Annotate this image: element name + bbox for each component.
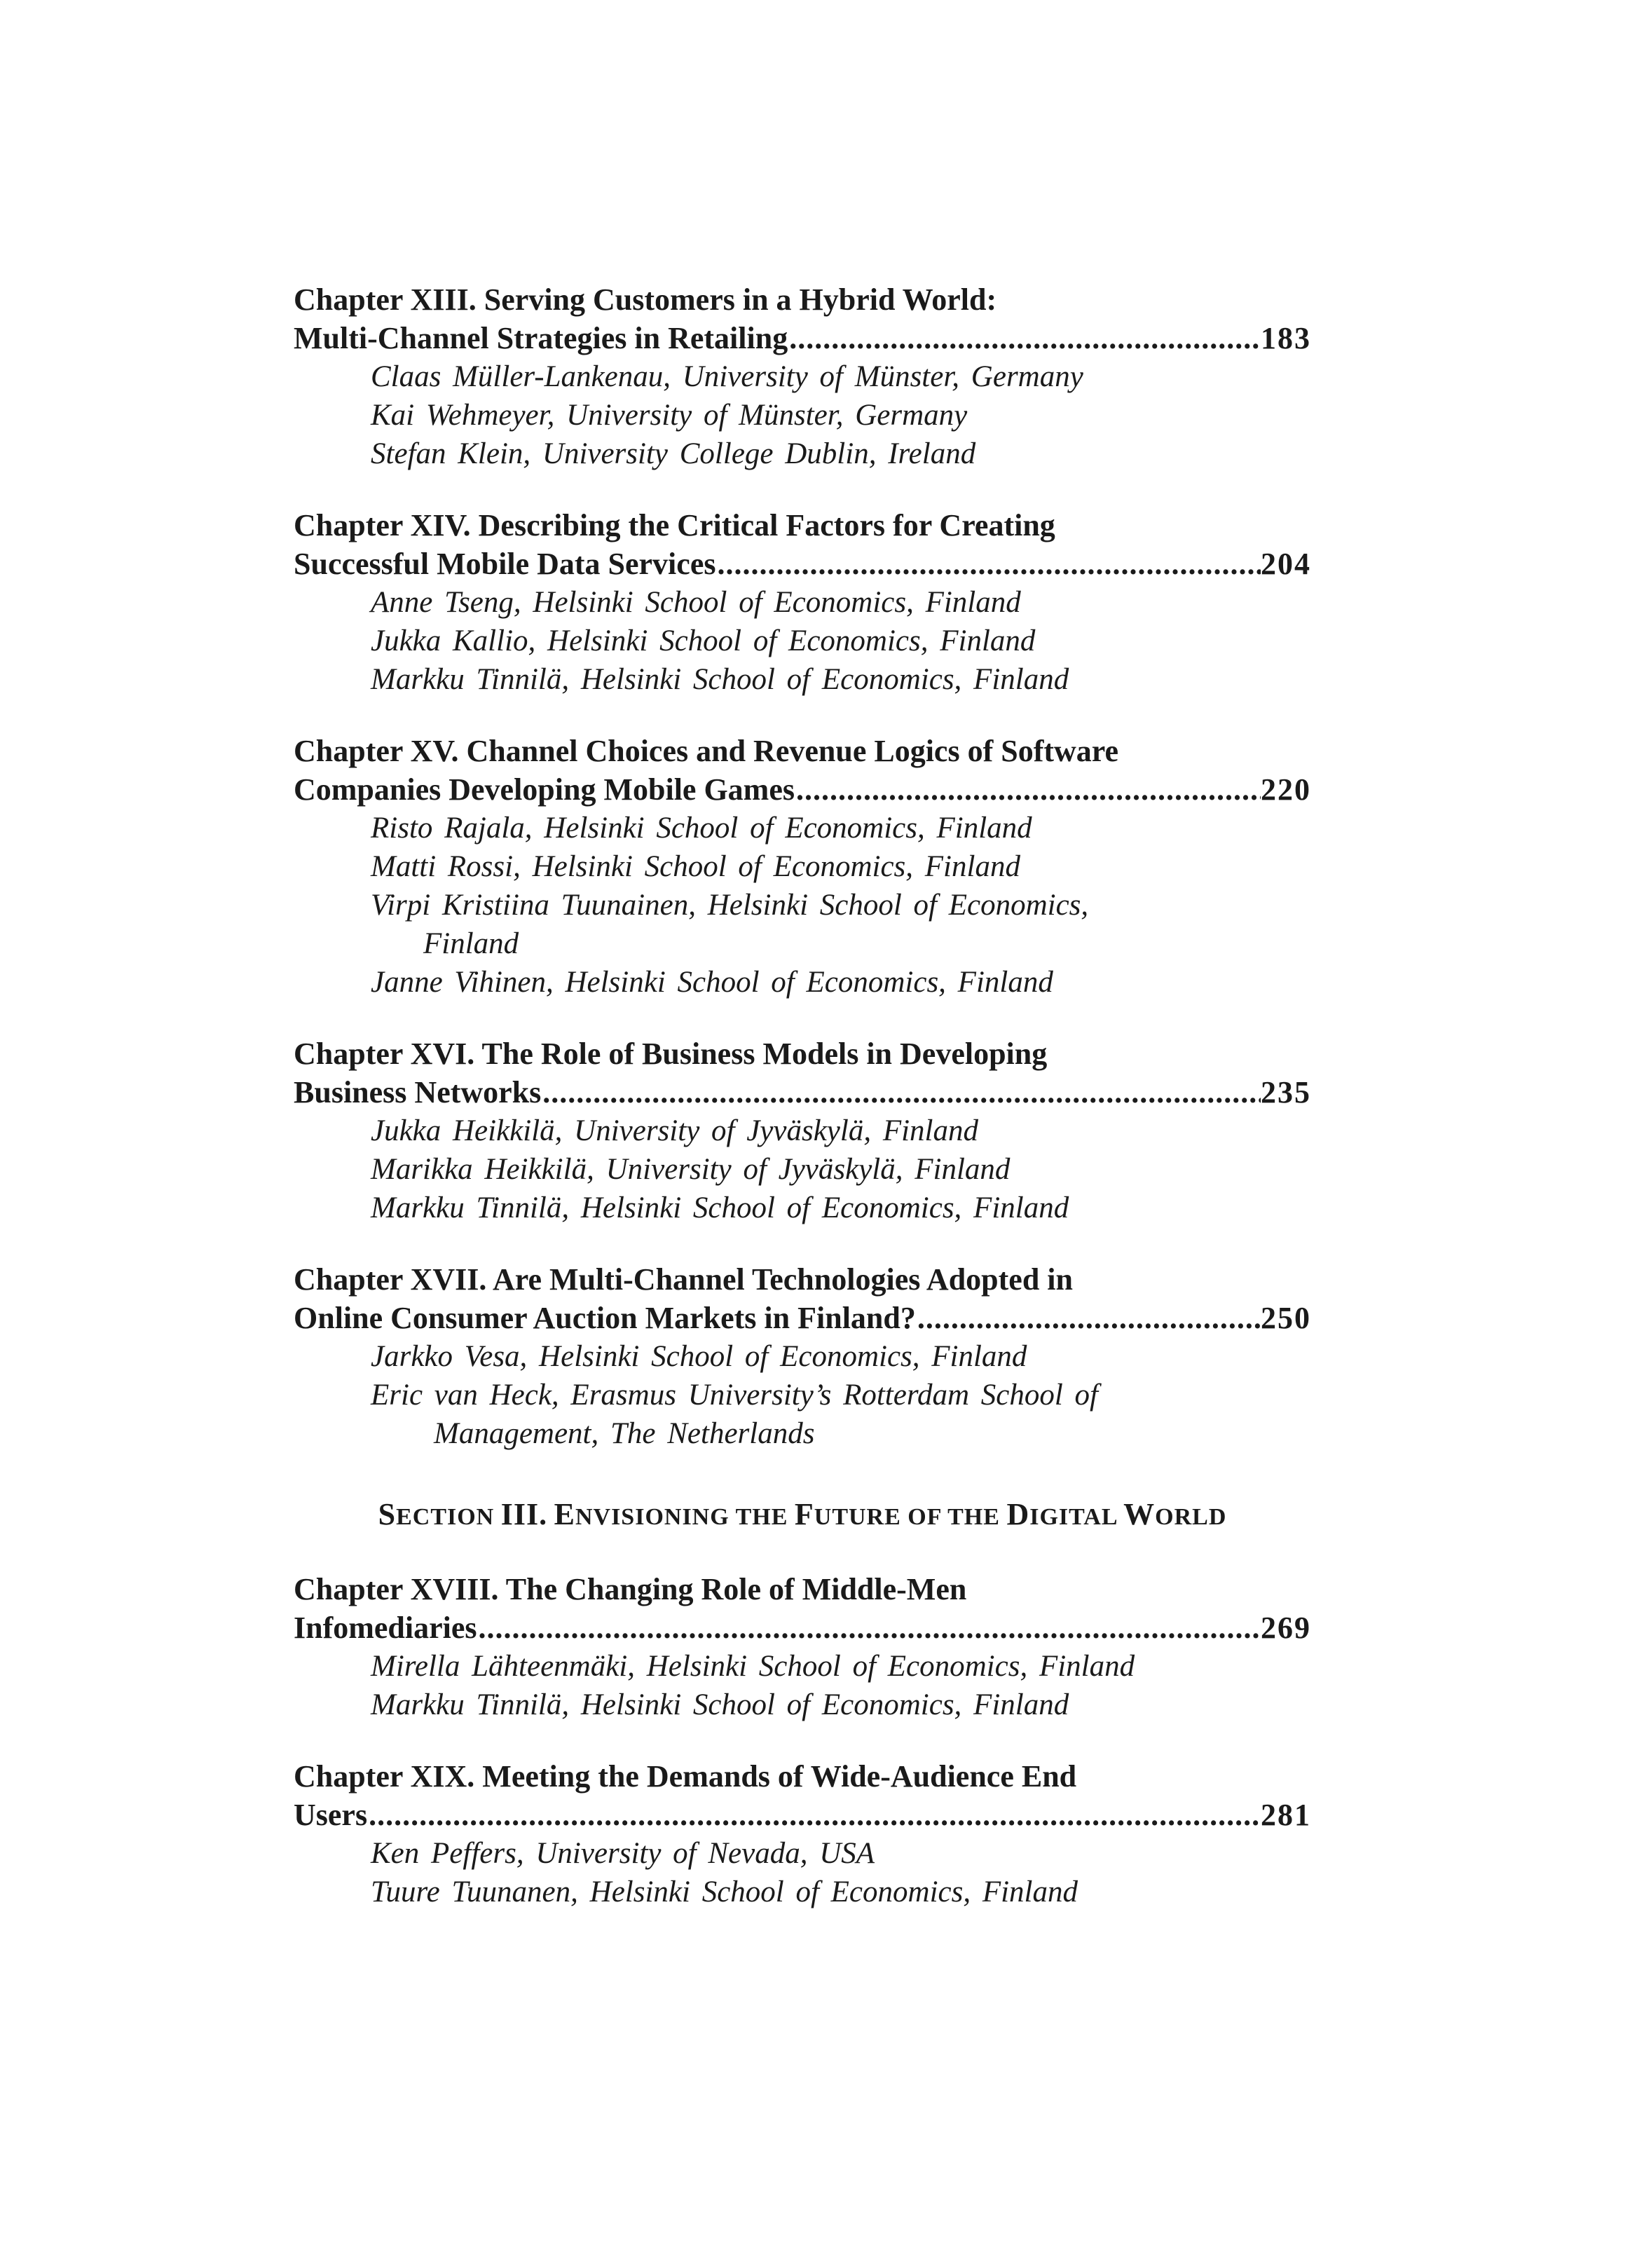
section-numeral: III. [500,1497,548,1531]
chapter-title-with-page [294,319,1311,357]
page-number[interactable]: 183 [1261,321,1311,355]
author-line-continued: Finland [423,927,519,960]
author-line: Markku Tinnilä, Helsinki School of Economics, Finland [371,663,1069,696]
chapter-title-continued: Successful Mobile Data Services [294,547,716,581]
author-line: Anne Tseng, Helsinki School of Economics, Finland [371,586,1021,619]
author-line: Stefan Klein, University College Dublin, Ireland [371,437,976,470]
dot-leader [916,1299,1261,1337]
chapter-title-with-page [294,1073,1311,1112]
chapter-title-continued: Online Consumer Auction Markets in Finland? [294,1301,916,1335]
author-line: Janne Vihinen, Helsinki School of Economics, Finland [371,966,1053,999]
author-line: Tuure Tuunanen, Helsinki School of Economics, Finland [371,1876,1078,1908]
chapter-title: Chapter XVII. Are Multi-Channel Technologies Adopted in [294,1262,1073,1297]
author-line: Eric van Heck, Erasmus University’s Rotterdam School of [371,1379,1098,1412]
author-line: Markku Tinnilä, Helsinki School of Economics, Finland [371,1191,1069,1224]
toc-entry-chapter-19[interactable] [294,1757,1311,1911]
chapter-title: Chapter XIII. Serving Customers in a Hybrid World: [294,282,997,317]
chapter-title-with-page [294,770,1311,809]
author-line: Markku Tinnilä, Helsinki School of Economics, Finland [371,1688,1069,1721]
section-word-initial: F [794,1497,814,1531]
toc-entry-chapter-13[interactable] [294,280,1311,473]
page-number[interactable]: 250 [1261,1301,1311,1335]
author-line: Claas Müller-Lankenau, University of Münster, Germany [371,360,1083,393]
dot-leader [715,545,1261,583]
chapter-title-continued: Business Networks [294,1075,542,1109]
author-line: Ken Peffers, University of Nevada, USA [371,1837,875,1870]
toc-entry-chapter-15[interactable] [294,732,1311,1002]
section-word-rest: ORLD [1155,1504,1227,1530]
author-line: Risto Rajala, Helsinki School of Economics, Finland [371,812,1032,845]
dot-leader [367,1796,1261,1834]
toc-entry-chapter-16[interactable] [294,1034,1311,1227]
chapter-title-continued: Multi-Channel Strategies in Retailing [294,321,788,355]
toc-entry-chapter-17[interactable] [294,1260,1311,1453]
author-line: Kai Wehmeyer, University of Münster, Germany [371,399,968,432]
section-word-rest: IGITAL [1029,1504,1117,1530]
chapter-title: Chapter XIX. Meeting the Demands of Wide-Audience End [294,1759,1077,1794]
chapter-title: Chapter XIV. Describing the Critical Factors for Creating [294,508,1055,542]
author-line: Mirella Lähteenmäki, Helsinki School of Economics, Finland [371,1650,1135,1683]
author-line-continued: Management, The Netherlands [434,1417,815,1450]
toc-entry-chapter-14[interactable] [294,506,1311,699]
dot-leader [788,319,1261,357]
author-line: Jukka Heikkilä, University of Jyväskylä, Finland [371,1114,978,1147]
section-word-rest: UTURE OF THE [814,1504,1000,1530]
section-word-initial: W [1123,1497,1156,1531]
section-word-initial: S [378,1497,397,1531]
chapter-title-continued: Infomediaries [294,1611,477,1645]
chapter-title: Chapter XV. Channel Choices and Revenue Logics of Software [294,734,1119,768]
table-of-contents [294,280,1311,1944]
page-number[interactable]: 269 [1261,1611,1311,1645]
author-line: Marikka Heikkilä, University of Jyväskylä, Finland [371,1153,1011,1186]
section-word-initial: D [1006,1497,1030,1531]
dot-leader [795,770,1261,809]
author-line: Virpi Kristiina Tuunainen, Helsinki School of Economics, [371,889,1089,922]
chapter-title-with-page [294,545,1311,583]
page-number[interactable]: 281 [1261,1798,1311,1832]
dot-leader [477,1608,1261,1647]
chapter-title-with-page [294,1299,1311,1337]
chapter-title-with-page [294,1796,1311,1834]
page-number[interactable]: 204 [1261,547,1311,581]
chapter-title: Chapter XVI. The Role of Business Models in Developing [294,1037,1048,1071]
author-line: Matti Rossi, Helsinki School of Economics, Finland [371,850,1020,883]
section-word-rest: ECTION [396,1504,495,1530]
page-number[interactable]: 220 [1261,772,1311,807]
chapter-title-continued: Users [294,1798,368,1832]
author-line: Jarkko Vesa, Helsinki School of Economics, Finland [371,1340,1027,1373]
chapter-title-with-page [294,1608,1311,1647]
dot-leader [541,1073,1261,1112]
chapter-title-continued: Companies Developing Mobile Games [294,772,795,807]
author-line: Jukka Kallio, Helsinki School of Economics, Finland [371,624,1036,657]
chapter-title: Chapter XVIII. The Changing Role of Middle-Men [294,1572,967,1606]
toc-entry-chapter-18[interactable] [294,1570,1311,1724]
section-word-rest: NVISIONING THE [575,1504,788,1530]
section-heading [294,1495,1311,1533]
section-word-initial: E [554,1497,575,1531]
page-number[interactable]: 235 [1261,1075,1311,1109]
